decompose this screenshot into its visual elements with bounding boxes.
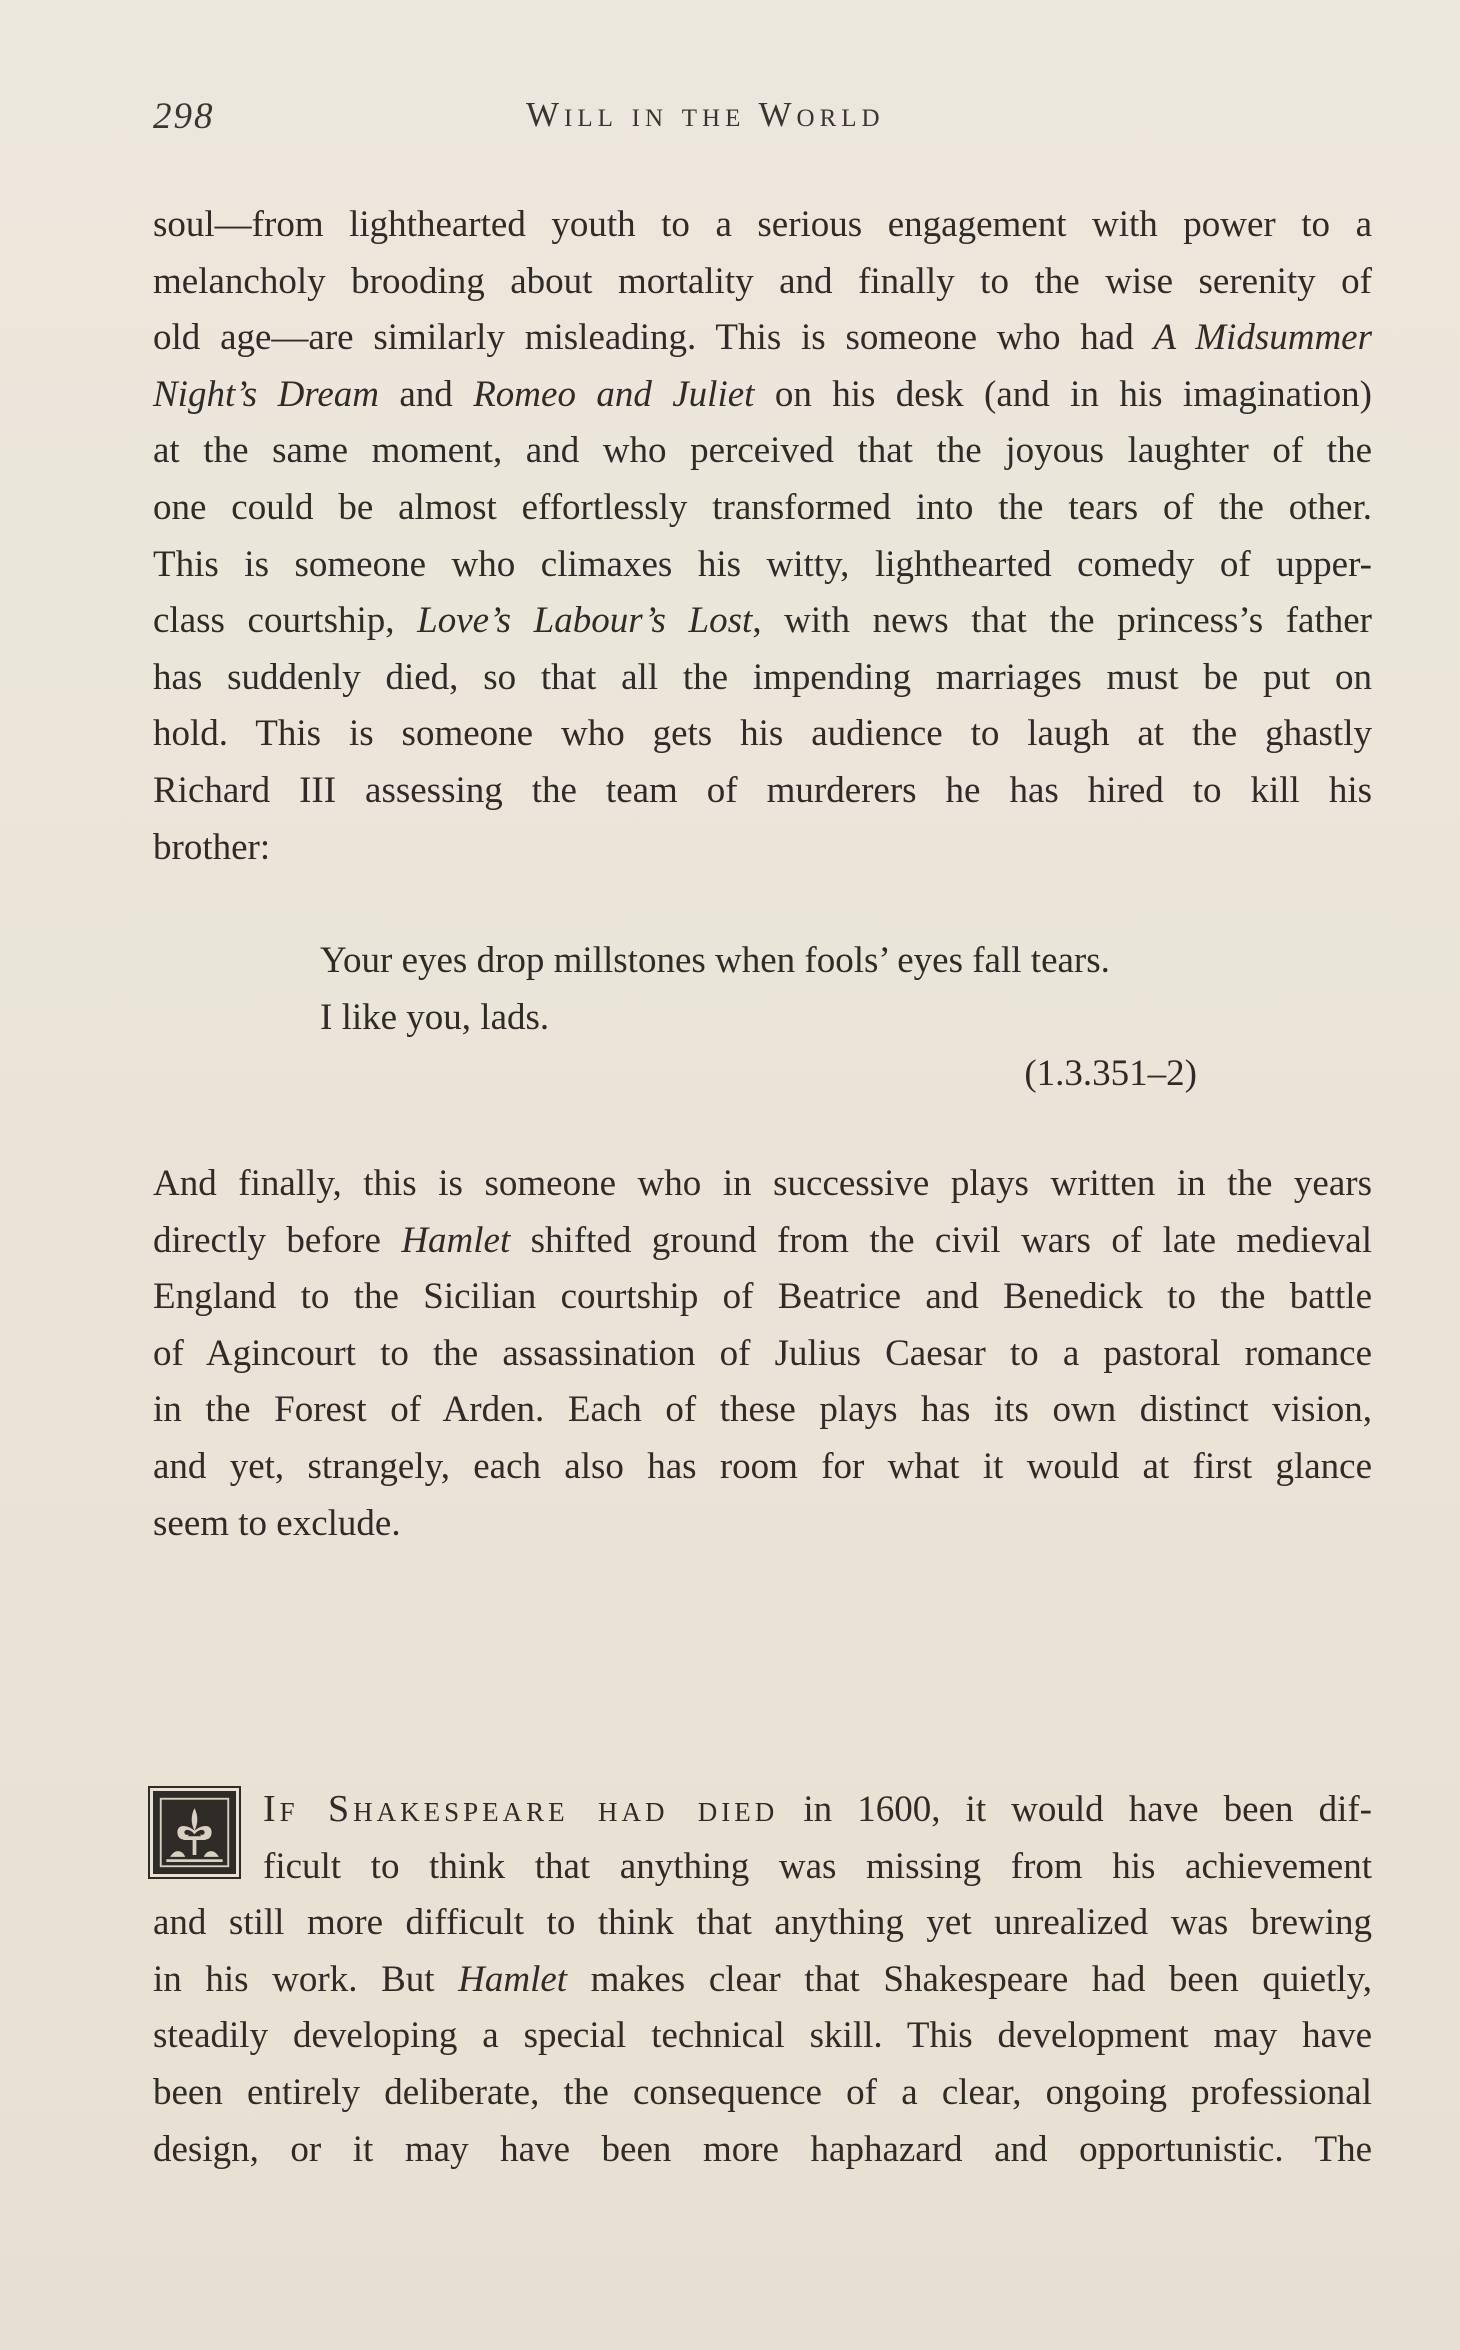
text-run: old age—are similarly misleading. This is someone who had xyxy=(153,317,1154,359)
text-line: England to the Sicilian courtship of Beatrice and Benedick to the battle xyxy=(153,1276,1372,1318)
play-title: Night’s Dream xyxy=(153,373,379,415)
text-run: class courtship, xyxy=(153,600,418,642)
text-line: And finally, this is someone who in successive plays written in the years xyxy=(153,1163,1372,1204)
play-title: Hamlet xyxy=(401,1219,511,1261)
text-line xyxy=(153,593,1372,650)
quote-line: I like you, lads. xyxy=(320,996,550,1038)
text-line: Richard III assessing the team of murderers he has hired to kill his xyxy=(153,769,1372,811)
quote-line: Your eyes drop millstones when fools’ eyes fall tears. xyxy=(320,940,1110,981)
text-run: directly before xyxy=(153,1219,402,1261)
play-title: A Midsummer xyxy=(1153,317,1372,359)
text-line xyxy=(153,1213,1372,1270)
running-title: Will in the World xyxy=(526,95,885,134)
paragraph-2 xyxy=(153,1156,1372,1552)
play-title: Romeo and Juliet xyxy=(473,373,755,415)
text-line xyxy=(153,1952,1372,2009)
quote-citation: (1.3.351–2) xyxy=(1024,1053,1197,1094)
text-line: has suddenly died, so that all the impending marriages must be put on xyxy=(153,656,1372,698)
section-lead-in: If Shakespeare had died xyxy=(263,1788,779,1830)
text-line: at the same moment, and who perceived that the joyous laughter of the xyxy=(153,430,1372,472)
running-head xyxy=(153,95,1372,145)
page-number: 298 xyxy=(153,96,215,137)
play-title: Hamlet xyxy=(458,1958,568,2000)
text-line: of Agincourt to the assassination of Julius Caesar to a pastoral romance xyxy=(153,1332,1372,1374)
text-line: in the Forest of Arden. Each of these plays has its own distinct vision, xyxy=(153,1389,1372,1431)
text-run: and xyxy=(378,373,474,415)
text-line: one could be almost effortlessly transformed into the tears of the other. xyxy=(153,486,1372,528)
text-run: , with news that the princess’s father xyxy=(752,600,1372,642)
text-line: ficult to think that anything was missing from his achievement xyxy=(263,1845,1372,1887)
paragraph-1 xyxy=(153,197,1372,876)
text-line: and still more difficult to think that anything yet unrealized was brewing xyxy=(153,1902,1372,1944)
fleur-de-lis-icon xyxy=(153,1791,236,1874)
text-run: on his desk (and in his imagination) xyxy=(754,373,1372,415)
text-line xyxy=(153,310,1372,367)
text-run: in 1600, it would have been dif- xyxy=(778,1789,1373,1830)
block-quote xyxy=(320,933,1197,1094)
text-line: hold. This is someone who gets his audience to laugh at the ghastly xyxy=(153,713,1372,755)
text-line: brother: xyxy=(153,826,271,868)
text-line: melancholy brooding about mortality and finally to the wise serenity of xyxy=(153,260,1372,302)
text-line xyxy=(153,367,1372,424)
text-line: seem to exclude. xyxy=(153,1502,401,1544)
text-line: and yet, strangely, each also has room for what it would at first glance xyxy=(153,1445,1372,1487)
text-line xyxy=(263,1781,1372,1839)
text-line: soul—from lighthearted youth to a serious engagement with power to a xyxy=(153,204,1372,245)
play-title: Love’s Labour’s Lost xyxy=(417,600,753,642)
section-opening xyxy=(153,1781,1372,2178)
text-run: shifted ground from the civil wars of late medieval xyxy=(510,1219,1372,1261)
text-line: been entirely deliberate, the consequence of a clear, ongoing professional xyxy=(153,2071,1372,2113)
text-run: makes clear that Shakespeare had been quietly, xyxy=(567,1958,1372,2000)
text-line: design, or it may have been more haphazard and opportunistic. The xyxy=(153,2128,1372,2170)
text-line: This is someone who climaxes his witty, lighthearted comedy of upper- xyxy=(153,543,1372,585)
text-run: in his work. But xyxy=(153,1958,459,2000)
text-line: steadily developing a special technical skill. This development may have xyxy=(153,2015,1372,2057)
